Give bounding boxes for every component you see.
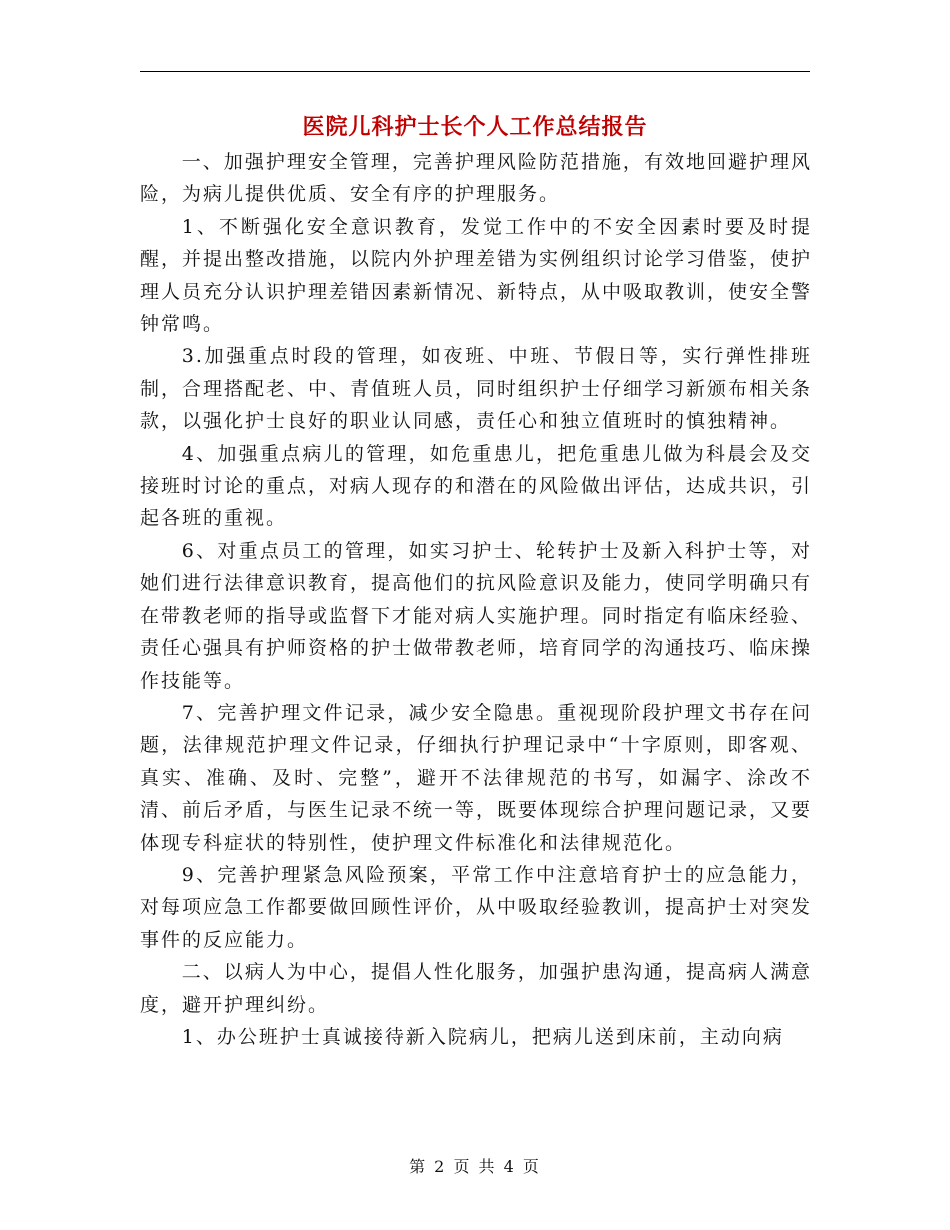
paragraph: 7、完善护理文件记录，减少安全隐患。重视现阶段护理文书存在问题，法律规范护理文件记录，仔细执行护理记录中“十字原则，即客观、真实、准确、及时、完整”，避开不法律规范的书写，如漏字、涂改不清、前后矛盾，与医生记录不统一等，既要体现综合护理问题记录，又要体现专科症状的特别性，使护理文件标准化和法律规范化。 (140, 701, 813, 854)
header-rule (140, 71, 810, 72)
paragraph: 1、办公班护士真诚接待新入院病儿，把病儿送到床前，主动向病 (181, 1025, 784, 1048)
paragraph: 9、完善护理紧急风险预案，平常工作中注意培育护士的应急能力，对每项应急工作都要做回顾性评价，从中吸取经验教训，提高护士对突发事件的反应能力。 (140, 863, 813, 951)
paragraph: 一、加强护理安全管理，完善护理风险防范措施，有效地回避护理风险，为病儿提供优质、安全有序的护理服务。 (140, 151, 812, 206)
paragraph: 6、对重点员工的管理，如实习护士、轮转护士及新入科护士等，对她们进行法律意识教育，提高他们的抗风险意识及能力，使同学明确只有在带教老师的指导或监督下才能对病人实施护理。同时指定有临床经验、责任心强具有护师资格的护士做带教老师，培育同学的沟通技巧、临床操作技能等。 (140, 539, 813, 692)
document-body (140, 146, 812, 1053)
paragraph: 1、不断强化安全意识教育，发觉工作中的不安全因素时要及时提醒，并提出整改措施，以院内外护理差错为实例组织讨论学习借鉴，使护理人员充分认识护理差错因素新情况、新特点，从中吸取教训，使安全警钟常鸣。 (140, 215, 813, 336)
document-title: 医院儿科护士长个人工作总结报告 (302, 114, 648, 140)
paragraph: 二、以病人为中心，提倡人性化服务，加强护患沟通，提高病人满意度，避开护理纠纷。 (140, 961, 812, 1016)
paragraph: 3.加强重点时段的管理，如夜班、中班、节假日等，实行弹性排班制，合理搭配老、中、青值班人员，同时组织护士仔细学习新颁布相关条款，以强化护士良好的职业认同感，责任心和独立值班时的慎独精神。 (140, 345, 813, 433)
page-footer: 第 2 页 共 4 页 (409, 1157, 541, 1176)
paragraph: 4、加强重点病儿的管理，如危重患儿，把危重患儿做为科晨会及交接班时讨论的重点，对病人现存的和潜在的风险做出评估，达成共识，引起各班的重视。 (140, 442, 813, 530)
